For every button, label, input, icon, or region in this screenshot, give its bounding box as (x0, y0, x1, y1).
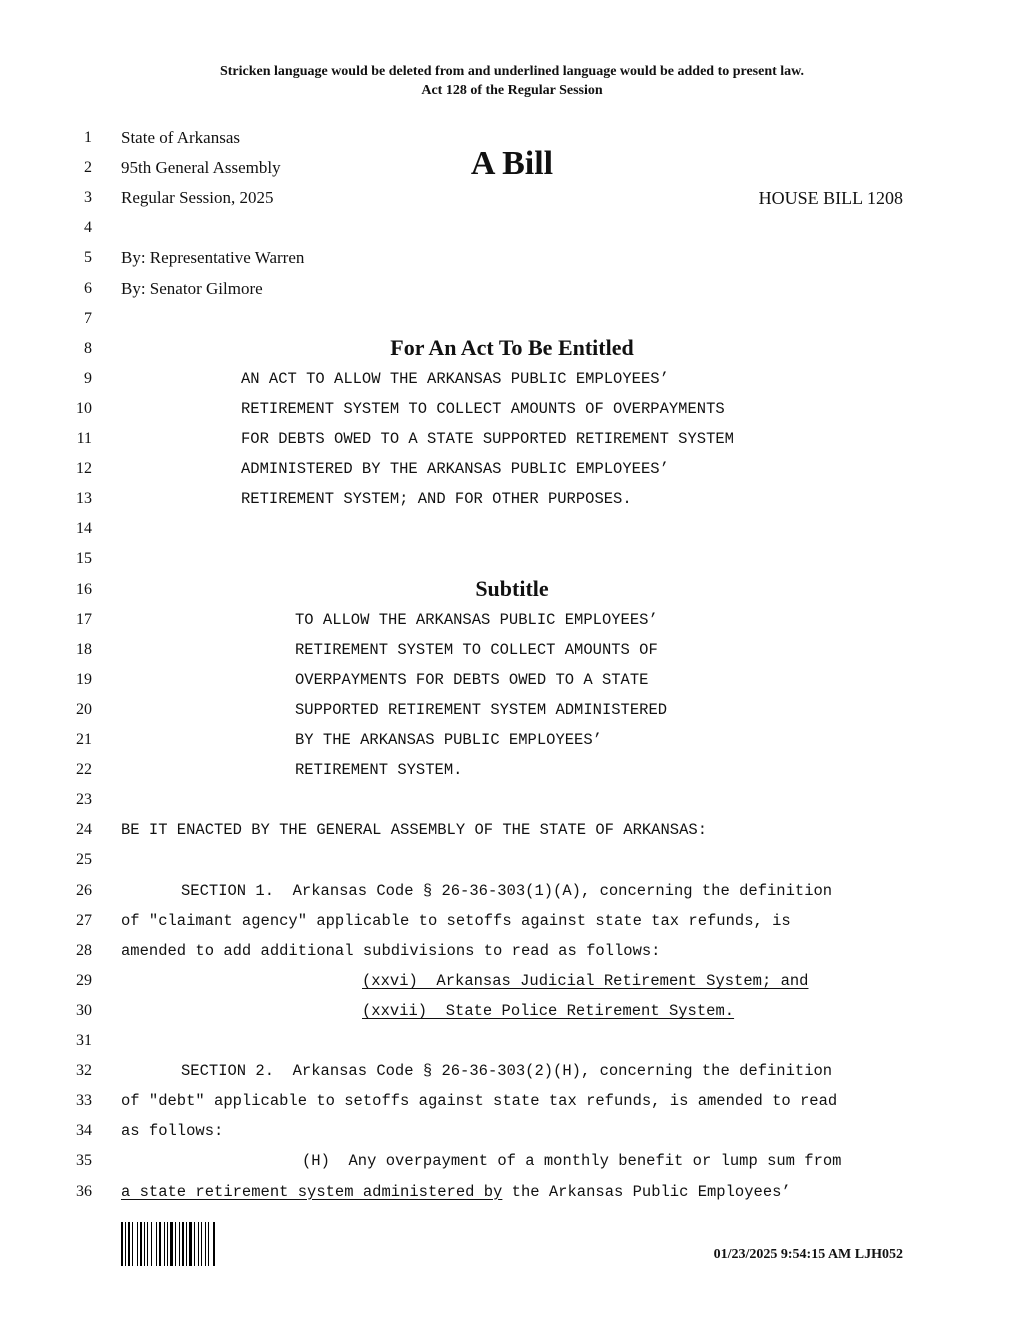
sponsor-senate: By: Senator Gilmore (121, 278, 263, 298)
subtitle-heading: Subtitle (475, 575, 549, 601)
section-2-line (121, 1182, 791, 1202)
section-2-line: of "debt" applicable to setoffs against state tax refunds, is amended to read (121, 1092, 838, 1111)
footer-timestamp: 01/23/2025 9:54:15 AM LJH052 (713, 1247, 903, 1262)
line-number: 10 (76, 399, 92, 417)
line-number: 18 (76, 640, 92, 658)
act-number: Act 128 of the Regular Session (421, 83, 603, 98)
section-1-line: amended to add additional subdivisions to read as follows: (121, 941, 661, 960)
barcode-icon (120, 1222, 250, 1266)
line-number: 34 (76, 1122, 92, 1140)
line-number: 25 (76, 851, 92, 869)
line-number: 20 (76, 700, 92, 718)
title-line: AN ACT TO ALLOW THE ARKANSAS PUBLIC EMPLOYEES’ (241, 369, 669, 388)
section-1-line: of "claimant agency" applicable to setoffs against state tax refunds, is (121, 911, 791, 930)
section-2-line: (H) Any overpayment of a monthly benefit or lump sum from (302, 1152, 842, 1171)
title-line: RETIREMENT SYSTEM TO COLLECT AMOUNTS OF OVERPAYMENTS (241, 399, 725, 418)
line-number: 3 (84, 189, 92, 207)
sponsor-house: By: Representative Warren (121, 248, 305, 268)
document-type-title: A Bill (470, 145, 554, 182)
section-1-line: SECTION 1. Arkansas Code § 26-36-303(1)(A), concerning the definition (181, 881, 833, 900)
line-number: 8 (84, 339, 92, 357)
line-number: 1 (84, 129, 92, 146)
line-number: 31 (76, 1032, 92, 1049)
line-number: 32 (76, 1062, 92, 1080)
line-number: 28 (76, 941, 92, 959)
title-line: ADMINISTERED BY THE ARKANSAS PUBLIC EMPLOYEES’ (241, 460, 669, 479)
enacting-clause: BE IT ENACTED BY THE GENERAL ASSEMBLY OF THE STATE OF ARKANSAS: (121, 821, 707, 840)
line-number: 13 (76, 490, 92, 508)
added-language: a state retirement system administered by (121, 1182, 503, 1201)
line-number: 24 (76, 821, 92, 839)
line-number: 7 (84, 309, 92, 327)
line-number: 14 (76, 520, 92, 538)
header-notice (0, 62, 1024, 100)
added-language-line: (xxvii) State Police Retirement System. (362, 1001, 735, 1020)
section-2-line: SECTION 2. Arkansas Code § 26-36-303(2)(H), concerning the definition (181, 1062, 833, 1081)
subtitle-line: SUPPORTED RETIREMENT SYSTEM ADMINISTERED (295, 700, 668, 719)
section-2-line: as follows: (121, 1122, 224, 1141)
line-number: 15 (76, 550, 92, 568)
line-number: 11 (76, 430, 92, 447)
line-number: 22 (76, 761, 92, 779)
title-line: RETIREMENT SYSTEM; AND FOR OTHER PURPOSES. (241, 490, 632, 509)
line-number: 30 (76, 1001, 92, 1019)
session-name: Regular Session, 2025 (121, 188, 274, 208)
line-number: 17 (76, 610, 92, 628)
line-number: 19 (76, 670, 92, 688)
title-heading: For An Act To Be Entitled (390, 334, 634, 360)
line-number: 5 (84, 249, 92, 267)
line-number: 2 (84, 159, 92, 177)
existing-language: the Arkansas Public Employees’ (502, 1182, 791, 1201)
state-name: State of Arkansas (121, 128, 240, 147)
line-number: 23 (76, 791, 92, 809)
line-number: 26 (76, 881, 92, 899)
line-number: 4 (84, 219, 92, 237)
subtitle-line: OVERPAYMENTS FOR DEBTS OWED TO A STATE (295, 670, 649, 689)
general-assembly: 95th General Assembly (121, 158, 281, 178)
subtitle-line: TO ALLOW THE ARKANSAS PUBLIC EMPLOYEES’ (295, 610, 658, 629)
subtitle-line: BY THE ARKANSAS PUBLIC EMPLOYEES’ (295, 731, 602, 749)
subtitle-line: RETIREMENT SYSTEM. (295, 761, 463, 780)
line-number: 16 (76, 580, 92, 598)
line-number: 36 (76, 1182, 92, 1200)
line-number: 35 (76, 1152, 92, 1170)
bill-number: HOUSE BILL 1208 (758, 188, 903, 209)
line-number: 9 (84, 369, 92, 387)
header-notice-text: Stricken language would be deleted from and underlined language would be added to present law. (219, 64, 805, 79)
added-language-line: (xxvi) Arkansas Judicial Retirement System; and (362, 971, 809, 990)
title-line: FOR DEBTS OWED TO A STATE SUPPORTED RETIREMENT SYSTEM (241, 430, 734, 448)
line-number: 29 (76, 971, 92, 989)
line-number: 21 (76, 731, 92, 748)
line-number: 12 (76, 460, 92, 478)
line-number: 27 (76, 911, 92, 929)
line-number: 6 (84, 279, 92, 297)
line-number: 33 (76, 1092, 92, 1110)
subtitle-line: RETIREMENT SYSTEM TO COLLECT AMOUNTS OF (295, 640, 658, 659)
